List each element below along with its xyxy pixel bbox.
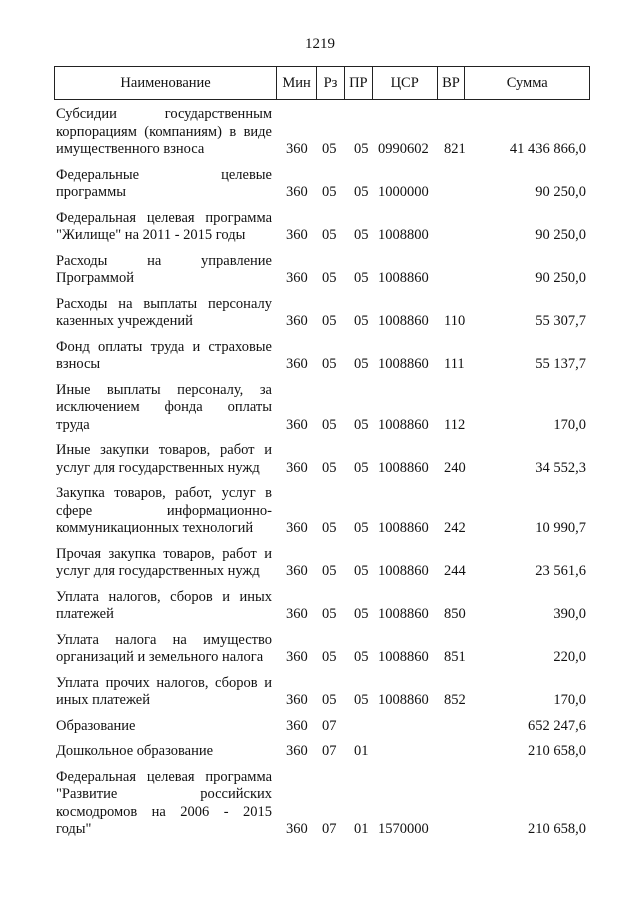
row-sum: 210 658,0: [528, 743, 586, 759]
row-sum: 210 658,0: [528, 821, 586, 837]
row-rz: 07: [322, 743, 337, 759]
row-sum: 652 247,6: [528, 717, 586, 734]
row-min: 360: [286, 270, 308, 286]
table-row: [54, 442, 590, 477]
row-csr: 0990602: [378, 141, 429, 157]
row-sum: 220,0: [553, 649, 586, 665]
row-min: 360: [286, 356, 308, 372]
row-vr: 821: [444, 141, 466, 157]
row-name: [54, 339, 272, 374]
row-name-line: платежей: [56, 606, 114, 622]
table-row: [54, 210, 590, 245]
row-pr: 05: [354, 313, 369, 329]
row-name-line: Уплата налогов, сборов и иных: [56, 588, 272, 605]
row-name-line: Фонд оплаты труда и страховые: [56, 338, 272, 355]
row-rz: 05: [322, 356, 337, 372]
row-name-line: Прочая закупка товаров, работ и: [56, 545, 272, 562]
row-sum: 55 307,7: [535, 313, 586, 329]
row-sum: 41 436 866,0: [509, 141, 586, 157]
table-row: [54, 675, 590, 710]
row-csr: 1000000: [378, 184, 429, 200]
row-min: 360: [286, 184, 308, 200]
row-name-line: "Развитие российских: [56, 786, 272, 802]
row-rz: 05: [322, 606, 337, 622]
row-name-line: корпорациям (компаниям) в виде: [56, 123, 272, 140]
row-min: 360: [286, 313, 308, 329]
row-vr: 852: [444, 692, 466, 708]
row-name: [54, 382, 272, 435]
row-rz: 05: [322, 184, 337, 200]
row-vr: 240: [444, 459, 466, 476]
row-vr: 850: [444, 606, 466, 622]
row-name-line: сфере информационно-: [56, 502, 272, 519]
table-row: [54, 718, 590, 736]
table-row: [54, 546, 590, 581]
row-name: [54, 769, 272, 839]
row-name-line: Федеральные целевые: [56, 166, 272, 183]
row-name-line: Закупка товаров, работ, услуг в: [56, 485, 272, 501]
table-row: [54, 485, 590, 538]
row-rz: 05: [322, 563, 337, 579]
row-sum: 90 250,0: [535, 227, 586, 243]
row-name: [54, 442, 272, 477]
row-pr: 05: [354, 184, 369, 200]
row-pr: 01: [354, 743, 369, 759]
row-min: 360: [286, 563, 308, 579]
row-min: 360: [286, 459, 308, 476]
row-name-line: взносы: [56, 356, 101, 372]
row-name-line: Расходы на управление: [56, 252, 272, 269]
row-sum: 170,0: [553, 416, 586, 433]
row-pr: 05: [354, 227, 369, 243]
row-csr: 1008860: [378, 606, 429, 622]
row-vr: 244: [444, 563, 466, 579]
row-name-line: Дошкольное образование: [56, 743, 214, 759]
row-name: [54, 743, 272, 761]
row-csr: 1008860: [378, 649, 429, 665]
row-name: [54, 167, 272, 202]
row-pr: 05: [354, 520, 369, 536]
row-rz: 07: [322, 821, 337, 837]
row-name: [54, 253, 272, 288]
row-pr: 05: [354, 692, 369, 708]
table-row: [54, 382, 590, 435]
row-name-line: Программой: [56, 270, 134, 286]
row-name-line: космодромов на 2006 - 2015: [56, 803, 272, 820]
row-name-line: Уплата прочих налогов, сборов и: [56, 674, 272, 691]
row-csr: 1008860: [378, 270, 429, 286]
row-pr: 05: [354, 416, 369, 433]
row-min: 360: [286, 606, 308, 622]
row-rz: 05: [322, 520, 337, 536]
row-name-line: Федеральная целевая программа: [56, 768, 272, 785]
row-vr: 851: [444, 649, 466, 665]
table-row: [54, 589, 590, 624]
row-csr: 1570000: [378, 821, 429, 837]
row-name-line: коммуникационных технологий: [56, 520, 254, 536]
row-rz: 05: [322, 416, 337, 433]
row-name-line: услуг для государственных нужд: [56, 459, 260, 476]
row-min: 360: [286, 692, 308, 708]
row-name-line: программы: [56, 184, 126, 200]
row-min: 360: [286, 717, 308, 734]
row-csr: 1008860: [378, 313, 429, 329]
row-csr: 1008800: [378, 227, 429, 243]
row-sum: 170,0: [553, 692, 586, 708]
row-name: [54, 675, 272, 710]
row-name-line: имущественного взноса: [56, 141, 205, 157]
row-csr: 1008860: [378, 692, 429, 708]
page-number: 1219: [305, 36, 335, 52]
row-pr: 05: [354, 649, 369, 665]
row-name-line: Иные закупки товаров, работ и: [56, 442, 272, 458]
row-min: 360: [286, 141, 308, 157]
row-sum: 34 552,3: [535, 459, 586, 476]
row-name-line: организаций и земельного налога: [56, 649, 264, 665]
row-pr: 05: [354, 459, 369, 476]
row-name: [54, 106, 272, 159]
row-name: [54, 632, 272, 667]
row-vr: 112: [444, 416, 466, 433]
row-name-line: услуг для государственных нужд: [56, 563, 260, 579]
row-name: [54, 546, 272, 581]
row-min: 360: [286, 649, 308, 665]
row-name-line: Субсидии государственным: [56, 106, 272, 122]
header-rz: Рз: [317, 67, 345, 99]
table-row: [54, 743, 590, 761]
row-min: 360: [286, 416, 308, 433]
row-rz: 05: [322, 227, 337, 243]
table-row: [54, 106, 590, 159]
row-csr: 1008860: [378, 416, 429, 433]
row-rz: 05: [322, 141, 337, 157]
row-rz: 07: [322, 717, 337, 734]
row-rz: 05: [322, 649, 337, 665]
row-csr: 1008860: [378, 563, 429, 579]
row-vr: 110: [444, 313, 466, 329]
table-header: [54, 66, 590, 100]
row-name-line: казенных учреждений: [56, 313, 193, 329]
row-min: 360: [286, 821, 308, 837]
row-name-line: Образование: [56, 717, 136, 734]
row-rz: 05: [322, 270, 337, 286]
row-pr: 05: [354, 606, 369, 622]
row-rz: 05: [322, 692, 337, 708]
header-pr: ПР: [345, 67, 373, 99]
row-name: [54, 589, 272, 624]
row-pr: 01: [354, 821, 369, 837]
row-name: [54, 485, 272, 538]
row-rz: 05: [322, 313, 337, 329]
row-pr: 05: [354, 270, 369, 286]
row-name-line: Расходы на выплаты персоналу: [56, 295, 272, 312]
row-csr: 1008860: [378, 459, 429, 476]
table-body: [54, 106, 590, 847]
row-name-line: труда: [56, 416, 90, 433]
row-pr: 05: [354, 141, 369, 157]
row-min: 360: [286, 520, 308, 536]
row-sum: 23 561,6: [535, 563, 586, 579]
header-min: Мин: [277, 67, 317, 99]
table-row: [54, 769, 590, 839]
row-pr: 05: [354, 356, 369, 372]
row-name-line: исключением фонда оплаты: [56, 399, 272, 415]
row-name-line: Иные выплаты персоналу, за: [56, 381, 272, 398]
row-vr: 242: [444, 520, 466, 536]
row-sum: 90 250,0: [535, 184, 586, 200]
row-pr: 05: [354, 563, 369, 579]
row-vr: 111: [444, 356, 465, 372]
row-name-line: годы": [56, 821, 92, 837]
row-name: [54, 210, 272, 245]
row-sum: 10 990,7: [535, 520, 586, 536]
table-row: [54, 253, 590, 288]
table-row: [54, 296, 590, 331]
row-sum: 390,0: [553, 606, 586, 622]
row-name: [54, 296, 272, 331]
row-name-line: иных платежей: [56, 692, 150, 708]
row-name-line: Уплата налога на имущество: [56, 631, 272, 648]
header-vr: ВР: [438, 67, 466, 99]
row-name-line: "Жилище" на 2011 - 2015 годы: [56, 227, 246, 243]
row-csr: 1008860: [378, 356, 429, 372]
row-name-line: Федеральная целевая программа: [56, 209, 272, 226]
row-min: 360: [286, 227, 308, 243]
row-sum: 90 250,0: [535, 270, 586, 286]
row-name: [54, 718, 272, 736]
table-row: [54, 339, 590, 374]
table-row: [54, 632, 590, 667]
header-sum: Сумма: [506, 74, 548, 91]
row-min: 360: [286, 743, 308, 759]
row-csr: 1008860: [378, 520, 429, 536]
header-name: Наименование: [55, 67, 277, 99]
table-row: [54, 167, 590, 202]
header-csr: ЦСР: [373, 67, 438, 99]
row-rz: 05: [322, 459, 337, 476]
row-sum: 55 137,7: [535, 356, 586, 372]
